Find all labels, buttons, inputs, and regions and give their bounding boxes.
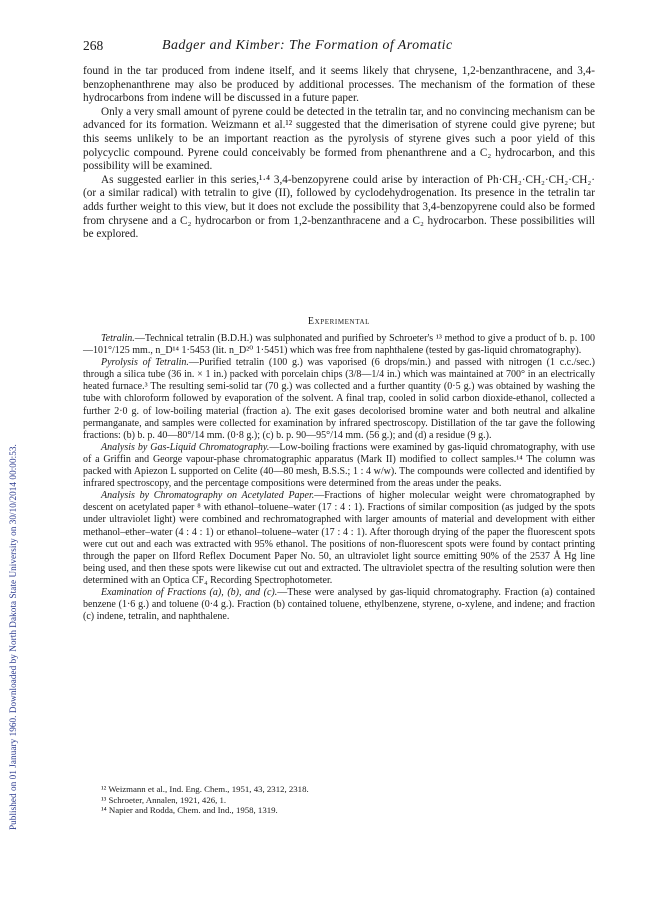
page-number: 268 bbox=[83, 38, 104, 53]
page-header bbox=[83, 38, 595, 56]
discussion-text bbox=[83, 65, 595, 242]
run-in-title: Analysis by Gas-Liquid Chromatography. bbox=[101, 441, 270, 453]
footnote: ¹⁴ Napier and Rodda, Chem. and Ind., 1958, 1319. bbox=[101, 805, 278, 816]
paragraph: As suggested earlier in this series,¹·⁴ 3,4-benzopyrene could arise by interaction of Ph·CH₂·CH₂·CH₂·CH₂· (or a similar radical) with tetralin to give (II), followed by cyclodehydrogenation. Its presence in the tetralin tar adds further weight to this view, but it does not exclude the possibility that 3,4-benzopyrene could also be formed from chrysene and a C₂ hydrocarbon or from 1,2-benzanthracene and a C₂ hydrocarbon. These possibilities will be explored. bbox=[83, 173, 595, 241]
experimental-paragraph bbox=[83, 587, 595, 623]
download-watermark: Published on 01 January 1960. Downloaded by North Dakota State University on 30/10/2014 00:00:53. bbox=[8, 444, 18, 830]
experimental-text: —Low-boiling fractions were examined by gas-liquid chromatography, with use of a Griffin and George vapour-phase chromatographic apparatus (Mark II) modified to collect samples.¹⁴ The column was packed with Apiezon L supported on Celite (40—80 mesh, B.S.S.; 1 : 4 w/w). The compounds were collected and identified by infrared spectroscopy, and the percentage compositions were determined from the areas under the peaks. bbox=[83, 441, 595, 490]
experimental-text: —Purified tetralin (100 g.) was vaporised (6 drops/min.) and passed with nitrogen (1 c.c./sec.) through a silica tube (36 in. × 1 in.) packed with porcelain chips (3/8—1/4 in.) which was maintained at 700° in an electrically heated furnace.³ The resulting semi-solid tar (70 g.) was collected and a further quantity (0·5 g.) was obtained by washing the tube with chloroform followed by evaporation of the solvent. A final trap, cooled in solid carbon dioxide-ethanol, collected a further 2·0 g. of low-boiling material (fraction a). The exit gases decolorised bromine water and both neutral and alkaline permanganate, and samples were collected for examination by infrared spectroscopy. Distillation of the tar gave the following fractions: (b) b. p. 40—80°/14 mm. (0·8 g.); (c) b. p. 90—95°/14 mm. (56 g.); and (d) a residue (9 g.). bbox=[83, 357, 595, 441]
experimental-paragraph bbox=[83, 442, 595, 490]
experimental-paragraph bbox=[83, 333, 595, 357]
running-title: Badger and Kimber: The Formation of Aromatic bbox=[162, 38, 453, 53]
footnotes bbox=[101, 784, 595, 816]
run-in-title: Analysis by Chromatography on Acetylated Paper. bbox=[101, 490, 315, 502]
run-in-title: Examination of Fractions (a), (b), and (c). bbox=[101, 586, 278, 598]
experimental-text: —Technical tetralin (B.D.H.) was sulphonated and purified by Schroeter's ¹³ method to give a product of b. p. 100—101°/125 mm., n_D¹⁴ 1·5453 (lit. n_D²⁰ 1·5451) which was free from naphthalene (tested by gas-liquid chromatography). bbox=[83, 333, 595, 357]
run-in-title: Tetralin. bbox=[101, 333, 135, 344]
experimental-text: —These were analysed by gas-liquid chromatography. Fraction (a) contained benzene (1·6 g.) and toluene (0·4 g.). Fraction (b) contained toluene, ethylbenzene, styrene, o-xylene, and indene; and fraction (c) indene, tetralin, and naphthalene. bbox=[83, 586, 595, 623]
footnote: ¹³ Schroeter, Annalen, 1921, 426, 1. bbox=[101, 794, 227, 805]
experimental-text: —Fractions of higher molecular weight were chromatographed by descent on acetylated paper ⁸ with ethanol–toluene–water (17 : 4 : 1). Fractions of similar composition (as judged by the spots under ultraviolet light) were combined and rechromatographed with larger amounts of material and development with either methanol–ether–water (4 : 4 : 1) or ethanol–toluene–water (17 : 4 : 1). After thorough drying of the paper the fluorescent spots were cut out and each was extracted with 95% ethanol. The positions of non-fluorescent spots were found by contact printing through the paper on Ilford Reflex Document Paper No. 50, an ultraviolet light source emitting 90% of the 2537 Å Hg line being used, and then these spots were likewise cut out and extracted. The ultraviolet spectra of the resulting solution were then determined with an Optica CF₄ Recording Spectrophotometer. bbox=[83, 490, 595, 586]
experimental-paragraph bbox=[83, 490, 595, 587]
run-in-title: Pyrolysis of Tetralin. bbox=[101, 357, 189, 369]
section-heading-experimental: Experimental bbox=[307, 316, 371, 327]
experimental-section bbox=[83, 333, 595, 623]
paragraph: found in the tar produced from indene itself, and it seems likely that chrysene, 1,2-benzanthracene, and 3,4-benzophenanthrene may also be produced by additional processes. The mechanism of the formation of these hydrocarbons from indene will be discussed in a future paper. bbox=[83, 65, 595, 105]
experimental-paragraph bbox=[83, 357, 595, 442]
footnote: ¹² Weizmann et al., Ind. Eng. Chem., 1951, 43, 2312, 2318. bbox=[101, 784, 309, 794]
paragraph: Only a very small amount of pyrene could be detected in the tetralin tar, and no convincing mechanism can be advanced for its formation. Weizmann et al.¹² suggested that the dimerisation of styrene could give pyrene; but this seems unlikely to be an important reaction as the pyrolysis of styrene gives such a poor yield of this polycyclic compound. Pyrene could conceivably be formed from phenanthrene and a C₂ hydrocarbon, and this possibility will be examined. bbox=[83, 105, 595, 173]
